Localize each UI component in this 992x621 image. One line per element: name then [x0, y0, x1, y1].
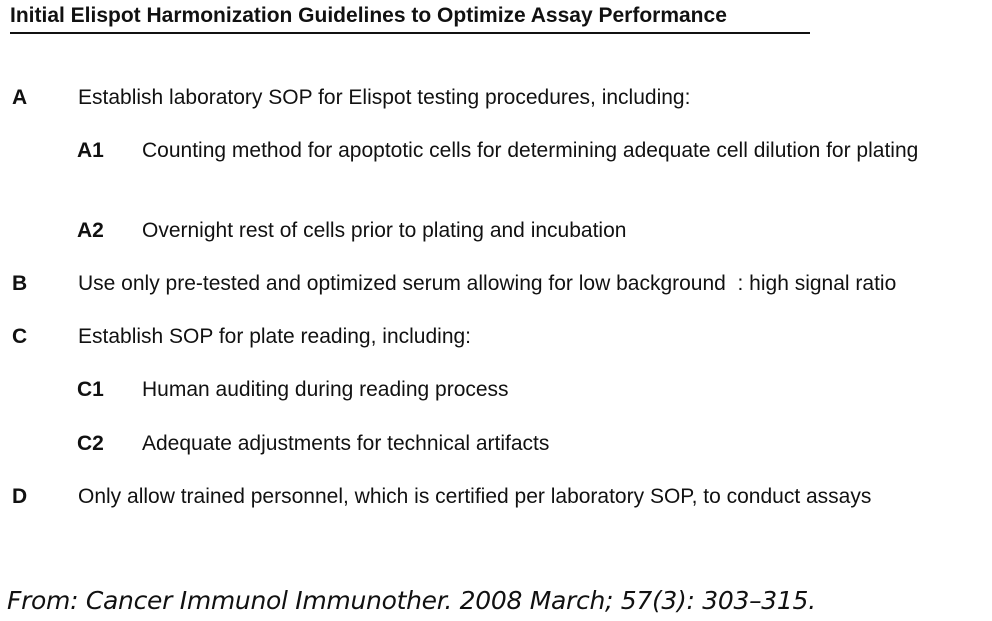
item-text: Overnight rest of cells prior to plating and incubation [142, 219, 627, 242]
source-citation: From: Cancer Immunol Immunother. 2008 March; 57(3): 303–315. [7, 586, 816, 615]
item-label: A [12, 86, 28, 109]
item-label: B [12, 272, 28, 295]
item-text: Adequate adjustments for technical artifacts [142, 432, 550, 455]
item-text: Use only pre-tested and optimized serum allowing for low background : high signal ratio [78, 272, 897, 295]
item-text: Human auditing during reading process [142, 378, 509, 401]
document-title: Initial Elispot Harmonization Guidelines to Optimize Assay Performance [10, 4, 727, 27]
item-text: Establish SOP for plate reading, including: [78, 325, 472, 348]
item-label: C2 [77, 432, 104, 455]
item-text: Counting method for apoptotic cells for determining adequate cell dilution for plating [142, 139, 919, 162]
item-label: A2 [77, 219, 104, 242]
item-label: A1 [77, 139, 104, 162]
title-underline [10, 32, 810, 34]
item-label: C [12, 325, 28, 348]
item-text: Establish laboratory SOP for Elispot testing procedures, including: [78, 86, 691, 109]
item-label: C1 [77, 378, 104, 401]
item-label: D [12, 485, 28, 508]
item-text: Only allow trained personnel, which is certified per laboratory SOP, to conduct assays [78, 485, 872, 508]
